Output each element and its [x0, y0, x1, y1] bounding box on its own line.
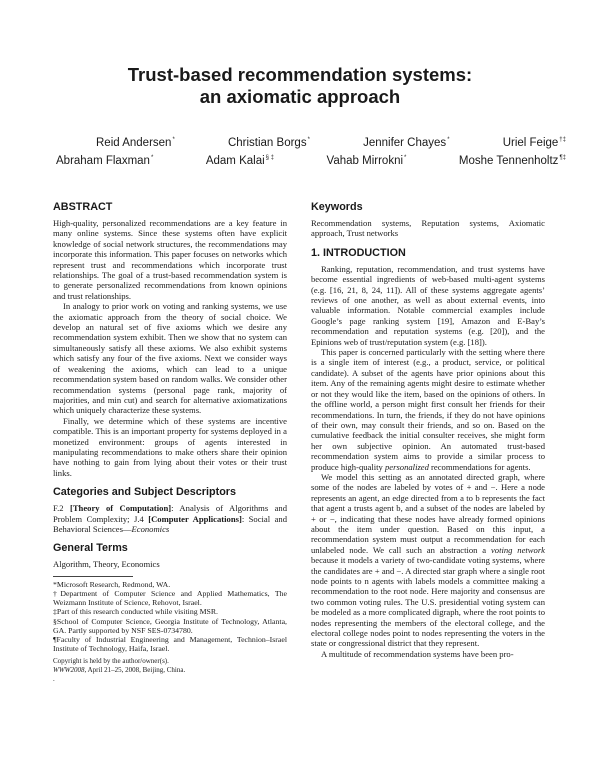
abstract-paragraph: Finally, we determine which of these systems are incentive compatible. This is an important property for systems deployed in a monetized environment: groups of agents interested in manipulating recommendations to make others share their opinion have nothing to gain from lying about their votes or their trust links.	[53, 415, 287, 478]
general-terms-heading: General Terms	[53, 542, 128, 555]
title-line-1: Trust-based recommendation systems:	[127, 64, 473, 85]
author: Reid Andersen*	[96, 136, 175, 149]
author: Moshe Tennenholtz¶‡	[458, 154, 566, 167]
author: Vahab Mirrokni*	[326, 154, 407, 167]
author: Jennifer Chayes*	[363, 136, 450, 149]
abstract-paragraph: High-quality, personalized recommendations are a key feature in many online systems. Since these systems often have explicit knowledge of social network structures, the recommendations may incorporate this information. This paper focuses on networks which represent trust and recommendations which incorporate trust relationships. The goal of a trust-based recommendation system is to generate personalized recommendations from known opinions and trust relationships.	[53, 218, 287, 301]
left-column	[53, 201, 287, 683]
author: Christian Borgs*	[227, 136, 310, 149]
introduction-heading: 1. INTRODUCTION	[311, 246, 406, 259]
general-terms-text: Algorithm, Theory, Economics	[53, 559, 160, 570]
footnote: §School of Computer Science, Georgia Institute of Technology, Atlanta, GA. Partly supported by NSF SES-0734780.	[53, 616, 287, 635]
footnote: *Microsoft Research, Redmond, WA.	[53, 579, 171, 589]
author-row-1	[40, 131, 566, 149]
footnote: ¶Faculty of Industrial Engineering and Management, Technion–Israel Institute of Technology, Haifa, Israel.	[53, 635, 287, 654]
intro-paragraph: Ranking, reputation, recommendation, and trust systems have become essential ingredients of web-based multi-agent systems (e.g. [16, 21, 8, 24, 11]). All of these systems aggregate agents’ reviews of one another, as well as about external events, into valuable information. Notable commercial examples include Google’s page ranking system [19], Amazon and E-Bay’s recommendation and reputation systems (e.g. [20]), and the Epinions web of trust/reputation system (e.g. [18]).	[311, 263, 545, 347]
right-column	[311, 201, 545, 659]
author: Uriel Feige†‡	[502, 136, 566, 149]
keywords-heading: Keywords	[311, 201, 363, 213]
abstract-heading: ABSTRACT	[53, 201, 113, 213]
footnote-divider	[53, 576, 133, 577]
author-list	[40, 131, 580, 167]
abstract-paragraph: In analogy to prior work on voting and ranking systems, we use the axiomatic approach from the theory of social choice. We develop an natural set of five axioms which we desire any recommendation system exhibit. Then we show that no system can simultaneously satisfy all these axioms. We also exhibit systems which satisfy any four of the five axioms. Next we consider ways of weakening the axioms, which can lead to a unique recommendation system based on random walks. We consider other recommendation systems (personal page rank, majority of majorities, and min cut) and search for alternative axiomatizations which uniquely characterize these systems.	[53, 301, 287, 416]
paper-title	[0, 64, 600, 108]
copyright-notice: Copyright is held by the author/owner(s). WWW2008, April 21–25, 2008, Beijing, China. .	[53, 657, 186, 683]
footnote: ‡Part of this research conducted while visiting MSR.	[53, 607, 219, 617]
intro-paragraph: We model this setting as an annotated directed graph, where some of the nodes are labeled by votes of + and −. Here a node represents an agent, an edge directed from a to b represents the fact that agent a trusts agent b, and a subset of the nodes are labeled by + or −, indicating that these nodes have already formed opinions about the item under question. Based on this input, a recommendation system must output a recommendation for each unlabeled node. We call such an abstraction a voting network because it models a variety of two-candidate voting systems, where the candidates are + and −. A directed star graph where a single root node points to n agents with labels models a committee making a recommendation to the root node. Here majority and consensus are two common voting rules. The U.S. presidential voting system can be modeled as a more complicated digraph, where the root points to nodes representing the members of the electoral college, and the electoral college nodes point to nodes representing the voters in the state or congressional district that they represent.	[311, 471, 545, 649]
categories-text: F.2 [Theory of Computation]: Analysis of Algorithms and Problem Complexity; J.4 [Computer Applications]: Social and Behavioral Sciences—Economics	[53, 503, 287, 534]
intro-paragraph: A multitude of recommendation systems have been pro-	[321, 648, 514, 659]
author-row-2	[40, 149, 566, 167]
footnote: †Department of Computer Science and Applied Mathematics, The Weizmann Institute of Science, Rehovot, Israel.	[53, 588, 287, 608]
author: Adam Kalai§ ‡	[205, 154, 274, 167]
author: Abraham Flaxman*	[56, 154, 154, 167]
intro-paragraph: This paper is concerned particularly with the setting where there is a single item of interest (e.g., a product, service, or political candidate). A subset of the agents have prior opinions about this item. Any of the remaining agents might desire to estimate whether or not they would like the item, based on the opinions of others. In the offline world, a person might first consult her friends for their recommendations. In turn, the friends, if they do not have opinions of their own, may consult their friends, and so on. Based on the cumulative feedback the initial consulter receives, she might form her own subjective opinion. An automated trust-based recommendation system aims to provide a similar process to produce high-quality personalized recommendations for agents.	[311, 347, 545, 472]
keywords-text: Recommendation systems, Reputation systems, Axiomatic approach, Trust networks	[311, 218, 545, 239]
categories-heading: Categories and Subject Descriptors	[53, 486, 236, 499]
title-line-2: an axiomatic approach	[199, 86, 401, 107]
footnotes	[53, 580, 287, 654]
